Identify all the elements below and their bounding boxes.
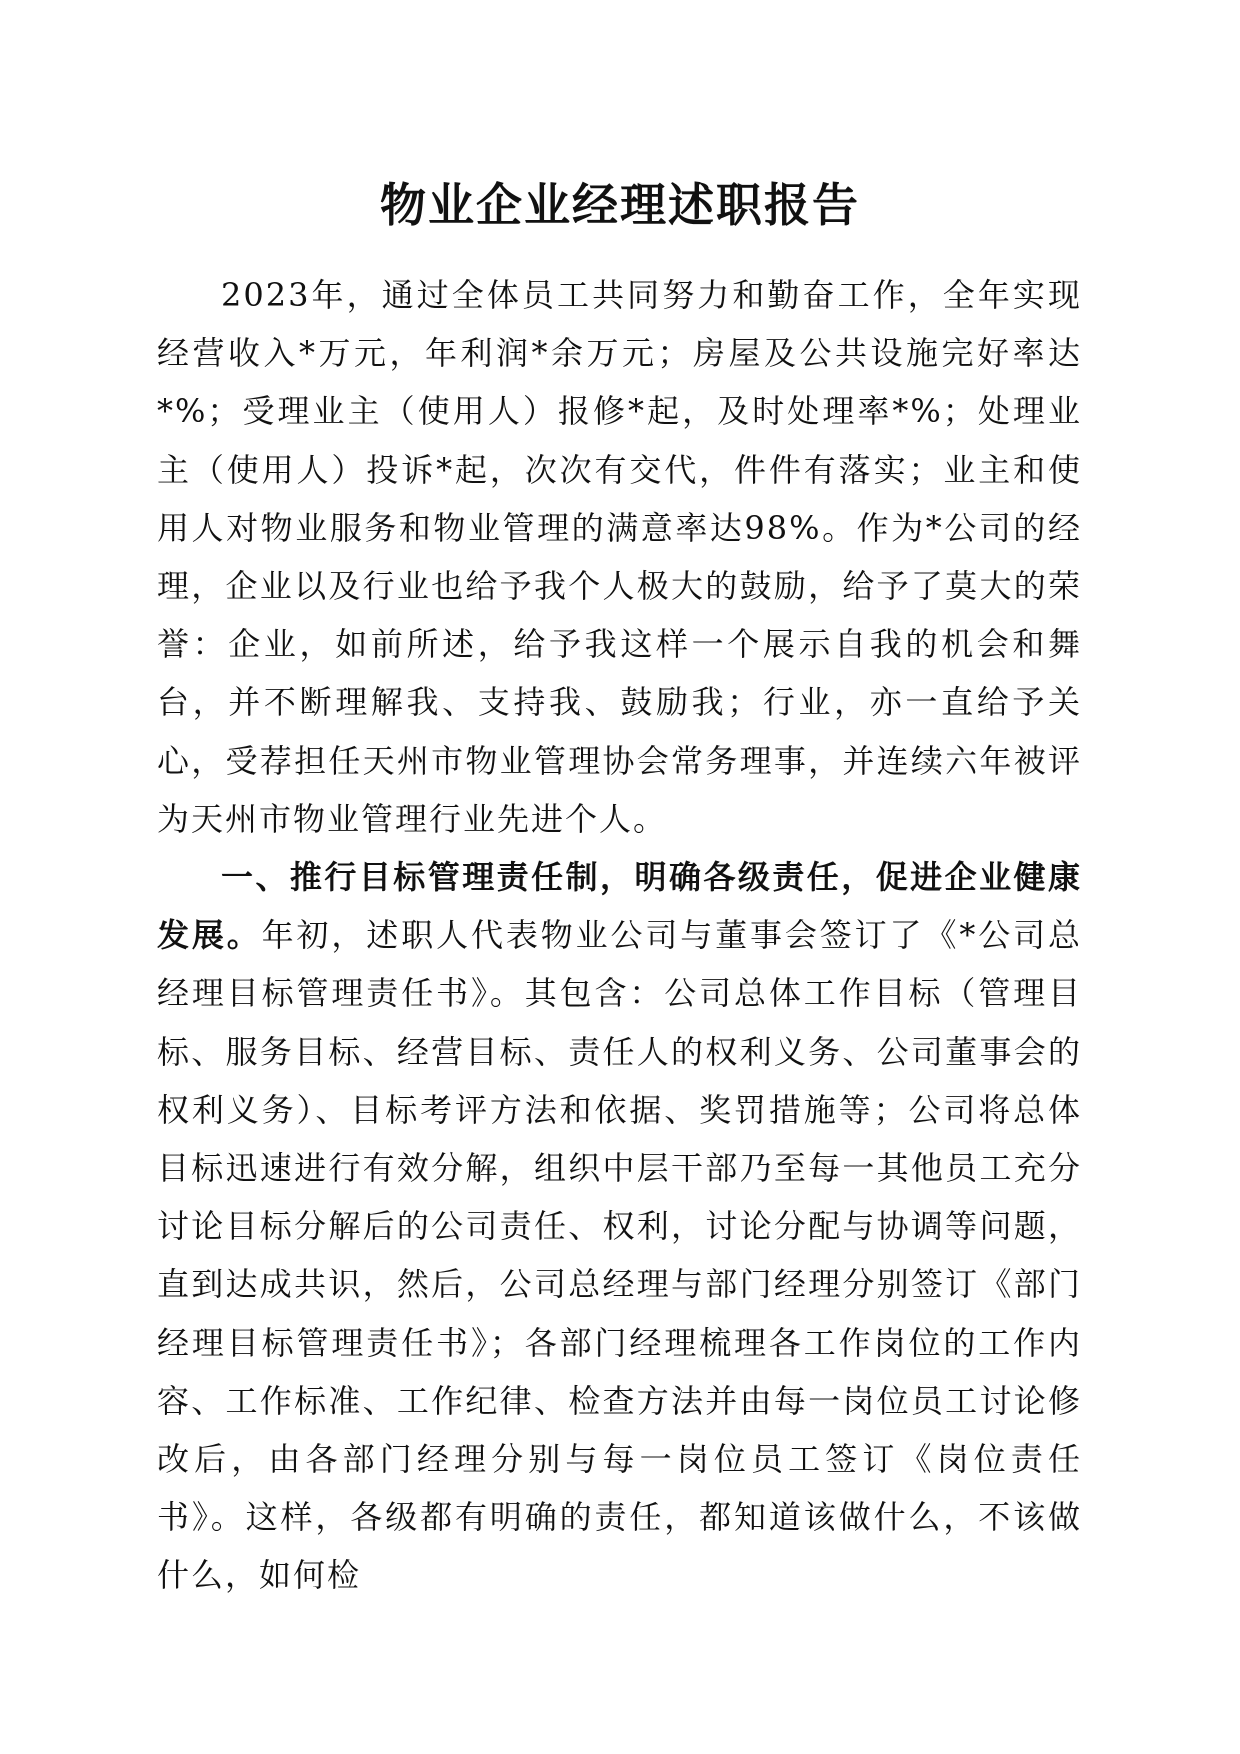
section-heading: 一、推行目标管理责任制，明确各级责任，促进企业健康发展。 xyxy=(157,858,1082,955)
document-body xyxy=(157,266,1082,1605)
intro-paragraph xyxy=(157,266,1082,848)
paragraph-text: 年初，述职人代表物业公司与董事会签订了《*公司总经理目标管理责任书》。其包含：公司总体工作目标（管理目标、服务目标、经营目标、责任人的权利义务、公司董事会的权利义务）、目标考评方法和依据、奖罚措施等；公司将总体目标迅速进行有效分解，组织中层干部乃至每一其他员工充分讨论目标分解后的公司责任、权利，讨论分配与协调等问题，直到达成共识，然后，公司总经理与部门经理分别签订《部门经理目标管理责任书》；各部门经理梳理各工作岗位的工作内容、工作标准、工作纪律、检查方法并由每一岗位员工讨论修改后，由各部门经理分别与每一岗位员工签订《岗位责任书》。这样，各级都有明确的责任，都知道该做什么，不该做什么，如何检 xyxy=(157,916,1082,1595)
section-paragraph xyxy=(157,848,1082,1605)
paragraph-text: 2023年，通过全体员工共同努力和勤奋工作，全年实现经营收入*万元，年利润*余万元；房屋及公共设施完好率达*%；受理业主（使用人）报修*起，及时处理率*%；处理业主（使用人）投诉*起，次次有交代，件件有落实；业主和使用人对物业服务和物业管理的满意率达98%。作为*公司的经理，企业以及行业也给予我个人极大的鼓励，给予了莫大的荣誉：企业，如前所述，给予我这样一个展示自我的机会和舞台，并不断理解我、支持我、鼓励我；行业，亦一直给予关心，受荐担任天州市物业管理协会常务理事，并连续六年被评为天州市物业管理行业先进个人。 xyxy=(157,276,1082,838)
document-title: 物业企业经理述职报告 xyxy=(380,178,860,232)
